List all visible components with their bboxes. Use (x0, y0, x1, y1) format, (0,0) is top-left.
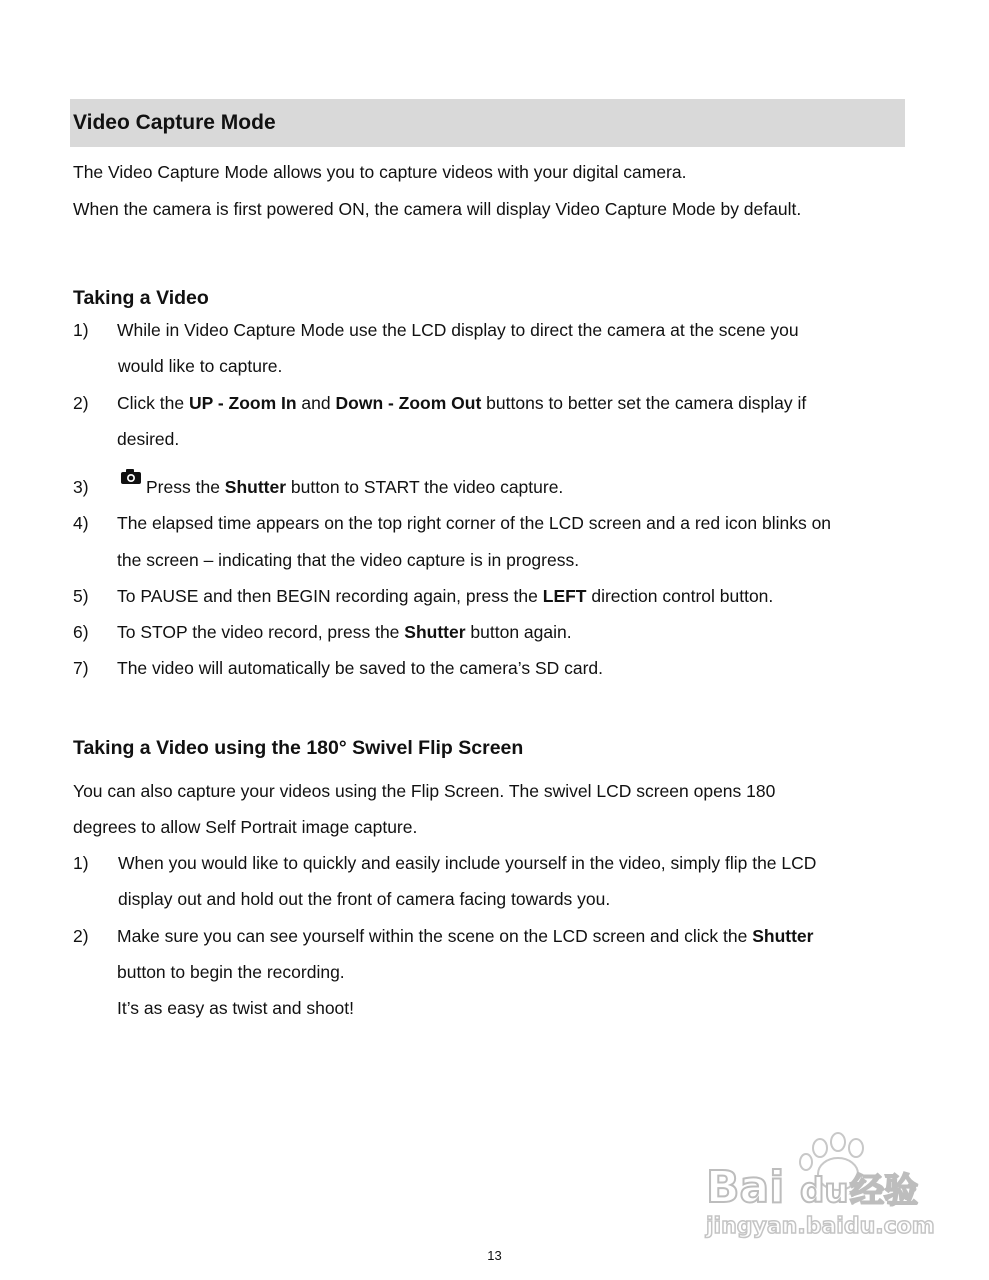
section-title: Video Capture Mode (73, 111, 276, 134)
step-number: 2) (73, 393, 89, 413)
step-6-line-1: To STOP the video record, press the Shutter button again. (117, 622, 572, 642)
watermark-brand-2: du (800, 1171, 849, 1211)
step-1-line-2: would like to capture. (118, 356, 283, 376)
section-title-bar (70, 99, 905, 147)
swivel-step-2-line-1: Make sure you can see yourself within the scene on the LCD screen and click the Shutter (117, 926, 814, 946)
swivel-intro-line-2: degrees to allow Self Portrait image capture. (73, 817, 418, 837)
step-number: 5) (73, 586, 89, 606)
step-number: 1) (73, 853, 89, 873)
intro-line-2: When the camera is first powered ON, the camera will display Video Capture Mode by default. (73, 199, 802, 219)
heading-taking-video: Taking a Video (73, 287, 209, 309)
swivel-step-1-line-2: display out and hold out the front of camera facing towards you. (118, 889, 611, 909)
step-number: 3) (73, 477, 89, 497)
page-number: 13 (487, 1248, 502, 1263)
step-number: 6) (73, 622, 89, 642)
swivel-step-1-line-1: When you would like to quickly and easily include yourself in the video, simply flip the LCD (118, 853, 817, 873)
step-4-line-1: The elapsed time appears on the top right corner of the LCD screen and a red icon blinks on (117, 513, 832, 533)
watermark-url: jingyan.baidu.com (706, 1214, 935, 1239)
camera-icon (120, 468, 142, 485)
step-3-line-1: Press the Shutter button to START the video capture. (146, 477, 564, 497)
swivel-step-2-line-3: It’s as easy as twist and shoot! (117, 998, 355, 1018)
watermark-brand: Bai (706, 1162, 785, 1213)
swivel-intro-line-1: You can also capture your videos using the Flip Screen. The swivel LCD screen opens 180 (73, 781, 776, 801)
step-2-line-1: Click the UP - Zoom In and Down - Zoom Out buttons to better set the camera display if (117, 393, 807, 413)
step-1-line-1: While in Video Capture Mode use the LCD display to direct the camera at the scene you (117, 320, 799, 340)
step-number: 1) (73, 320, 89, 340)
step-number: 7) (73, 658, 89, 678)
step-5-line-1: To PAUSE and then BEGIN recording again, press the LEFT direction control button. (117, 586, 774, 606)
swivel-step-2-line-2: button to begin the recording. (117, 962, 345, 982)
step-number: 2) (73, 926, 89, 946)
intro-line-1: The Video Capture Mode allows you to capture videos with your digital camera. (73, 162, 687, 182)
step-number: 4) (73, 513, 89, 533)
baidu-watermark (700, 1130, 935, 1250)
step-2-line-2: desired. (117, 429, 180, 449)
watermark-cn: 经验 (850, 1171, 918, 1211)
step-4-line-2: the screen – indicating that the video capture is in progress. (117, 550, 580, 570)
step-7-line-1: The video will automatically be saved to the camera’s SD card. (117, 658, 604, 678)
heading-swivel-flip-screen: Taking a Video using the 180° Swivel Flip Screen (73, 737, 524, 759)
